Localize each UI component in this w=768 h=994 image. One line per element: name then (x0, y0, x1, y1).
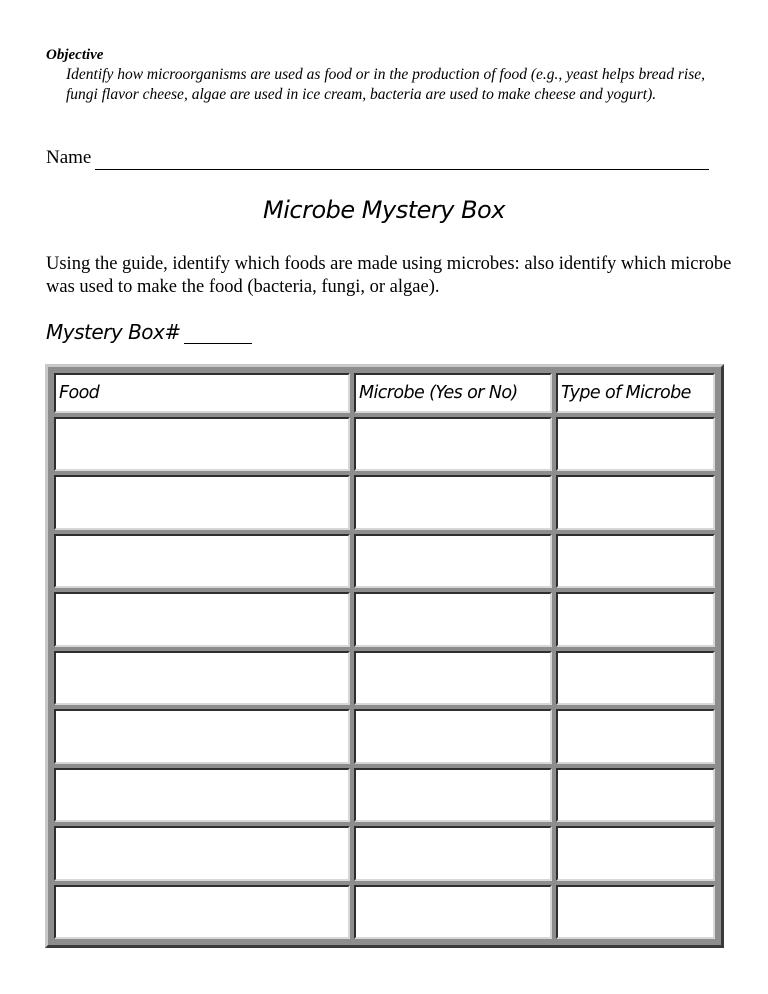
food-cell[interactable] (54, 651, 350, 705)
mystery-box-blank-line[interactable] (184, 325, 252, 344)
table-header-row (54, 373, 715, 413)
table-row (54, 768, 715, 822)
food-cell[interactable] (54, 826, 350, 880)
table-row (54, 417, 715, 471)
type-of-microbe-cell[interactable] (556, 709, 715, 763)
table-row (54, 534, 715, 588)
microbe-yes-no-cell[interactable] (354, 534, 552, 588)
worksheet-table (50, 369, 719, 943)
food-cell[interactable] (54, 475, 350, 529)
mystery-box-field[interactable] (46, 320, 252, 344)
microbe-yes-no-cell[interactable] (354, 475, 552, 529)
microbe-yes-no-cell[interactable] (354, 885, 552, 940)
name-field[interactable] (46, 146, 726, 170)
objective-heading: Objective (46, 47, 104, 63)
food-cell[interactable] (54, 885, 350, 940)
type-of-microbe-cell[interactable] (556, 651, 715, 705)
header-food: Food (54, 373, 350, 413)
type-of-microbe-cell[interactable] (556, 768, 715, 822)
microbe-yes-no-cell[interactable] (354, 826, 552, 880)
type-of-microbe-cell[interactable] (556, 417, 715, 471)
table-row (54, 651, 715, 705)
microbe-yes-no-cell[interactable] (354, 768, 552, 822)
type-of-microbe-cell[interactable] (556, 885, 715, 940)
table-row (54, 709, 715, 763)
header-type-of-microbe: Type of Microbe (556, 373, 715, 413)
instructions-text: Using the guide, identify which foods are made using microbes: also identify which microbe was used to make the food (bacteria, fungi, or algae). (46, 254, 732, 297)
table-row (54, 885, 715, 940)
table-row (54, 826, 715, 880)
microbe-yes-no-cell[interactable] (354, 709, 552, 763)
worksheet-table-frame (45, 364, 724, 948)
type-of-microbe-cell[interactable] (556, 592, 715, 646)
page-title: Microbe Mystery Box (263, 196, 505, 224)
type-of-microbe-cell[interactable] (556, 534, 715, 588)
food-cell[interactable] (54, 709, 350, 763)
mystery-box-label: Mystery Box# (46, 320, 181, 344)
food-cell[interactable] (54, 768, 350, 822)
food-cell[interactable] (54, 417, 350, 471)
microbe-yes-no-cell[interactable] (354, 417, 552, 471)
name-blank-line[interactable] (95, 151, 709, 170)
name-label: Name (46, 147, 92, 168)
table-row (54, 475, 715, 529)
type-of-microbe-cell[interactable] (556, 475, 715, 529)
microbe-yes-no-cell[interactable] (354, 651, 552, 705)
food-cell[interactable] (54, 534, 350, 588)
header-microbe-yes-no: Microbe (Yes or No) (354, 373, 552, 413)
type-of-microbe-cell[interactable] (556, 826, 715, 880)
microbe-yes-no-cell[interactable] (354, 592, 552, 646)
food-cell[interactable] (54, 592, 350, 646)
table-row (54, 592, 715, 646)
objective-text: Identify how microorganisms are used as food or in the production of food (e.g., yeast helps bread rise, fungi flavor cheese, algae are used in ice cream, bacteria are used to make cheese and yogurt). (66, 66, 706, 103)
